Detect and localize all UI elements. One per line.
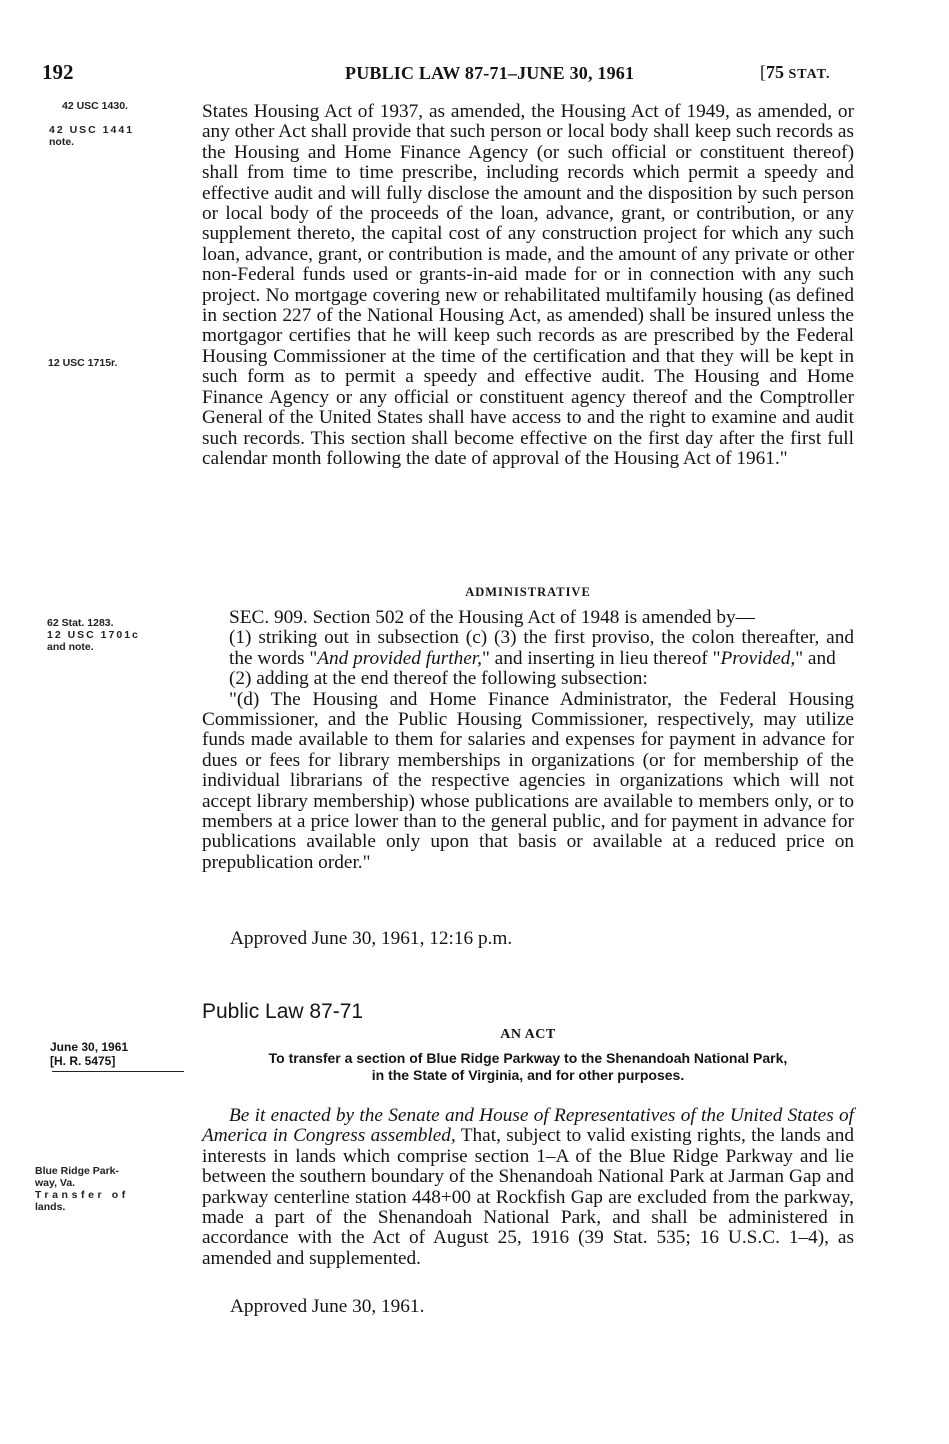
approval-line-2: Approved June 30, 1961. [230,1296,425,1317]
margin-note-date-bill: June 30, 1961 [H. R. 5475] [50,1040,129,1068]
section-909 [202,608,854,873]
margin-rule [52,1071,184,1072]
page-header [0,60,949,86]
running-title: PUBLIC LAW 87-71–JUNE 30, 1961 [345,63,635,83]
act-operative-text: That, subject to valid existing rights, the lands and interests in lands which comprise section 1–A of the Blue Ridge Parkway and lie between the southern boundary of the Shenandoah National Park at Jarman Gap and parkway centerline station 448+00 at Rockfish Gap are excluded from the parkway, made a part of the Shenandoah National Park, and shall be administered in accordance with the Act of August 25, 1916 (39 Stat. 535; 16 U.S.C. 1–4), as amended and supplemented. [202,1125,854,1269]
margin-note-12-usc-1715r: 12 USC 1715r. [48,357,118,369]
sec-909-intro: SEC. 909. Section 502 of the Housing Act of 1948 is amended by— [229,607,755,628]
sec-909-item-2: (2) adding at the end thereof the following subsection: [229,668,648,690]
volume-reference: [75 STAT. [760,62,831,82]
margin-note-42-usc-1430: 42 USC 1430. [62,100,128,112]
public-law-title: Public Law 87-71 [202,1000,364,1023]
act-text [202,1106,854,1269]
margin-note-42-usc-1441: 42 USC 1441 note. [49,124,135,148]
margin-note-62-stat-1283: 62 Stat. 1283. 12 USC 1701c and note. [47,617,140,653]
act-description: To transfer a section of Blue Ridge Parkway to the Shenandoah National Park, in the State of Virginia, and for other purposes. [268,1050,788,1083]
enacting-clause: Be it enacted by the Senate and House of Representatives of the United States of America in Congress assembled, [202,1105,854,1147]
heading-administrative: ADMINISTRATIVE [465,585,591,599]
an-act-heading: AN ACT [500,1027,556,1042]
page-number: 192 [42,60,74,84]
approval-line-1: Approved June 30, 1961, 12:16 p.m. [230,928,513,949]
subsection-d: "(d) The Housing and Home Finance Administrator, the Federal Housing Commissioner, and the Public Housing Commissioner, respectively, may utilize funds made available to them for salaries and expenses for payment in advance for dues or fees for library memberships in organizations (or for membership of the individual librarians of the respective agencies in organizations which will not accept library membership) whose publications are available to members only, or to members at a price lower than to the general public, and for payment in advance for publications available only upon that basis or available at a reduced price on prepublication order." [202,688,854,873]
margin-note-blue-ridge: Blue Ridge Park- way, Va. Transfer of lands. [35,1165,129,1213]
section-text-records: States Housing Act of 1937, as amended, the Housing Act of 1949, as amended, or any other Act shall provide that such person or local body shall keep such records as the Housing and Home Finance Agency (or such official or constituent thereof) shall from time to time prescribe, including records which permit a speedy and effective audit and will fully disclose the amount and the disposition by such person or local body of the proceeds of the loan, advance, grant, or contribution, or any supplement thereto, the capital cost of any construction project for which any such loan, advance, grant, or contribution is made, and the amount of any private or other non-Federal funds used or grants-in-aid made for or in connection with any such project. No mortgage covering new or rehabilitated multifamily housing (as defined in section 227 of the National Housing Act, as amended) shall be insured unless the mortgagor certifies that he will keep such records as are prescribed by the Federal Housing Commissioner at the time of the certification and that they will be kept in such form as to permit a speedy and effective audit. The Housing and Home Finance Agency or any official or constituent agency thereof and the Comptroller General of the United States shall have access to and the right to examine and audit such records. This section shall become effective on the first day after the first full calendar month following the date of approval of the Housing Act of 1961." [202,101,854,469]
sec-909-item-1: (1) striking out in subsection (c) (3) the first proviso, the colon thereafter, and the words "And provided further," and inserting in lieu thereof "Provided," and [229,627,854,669]
